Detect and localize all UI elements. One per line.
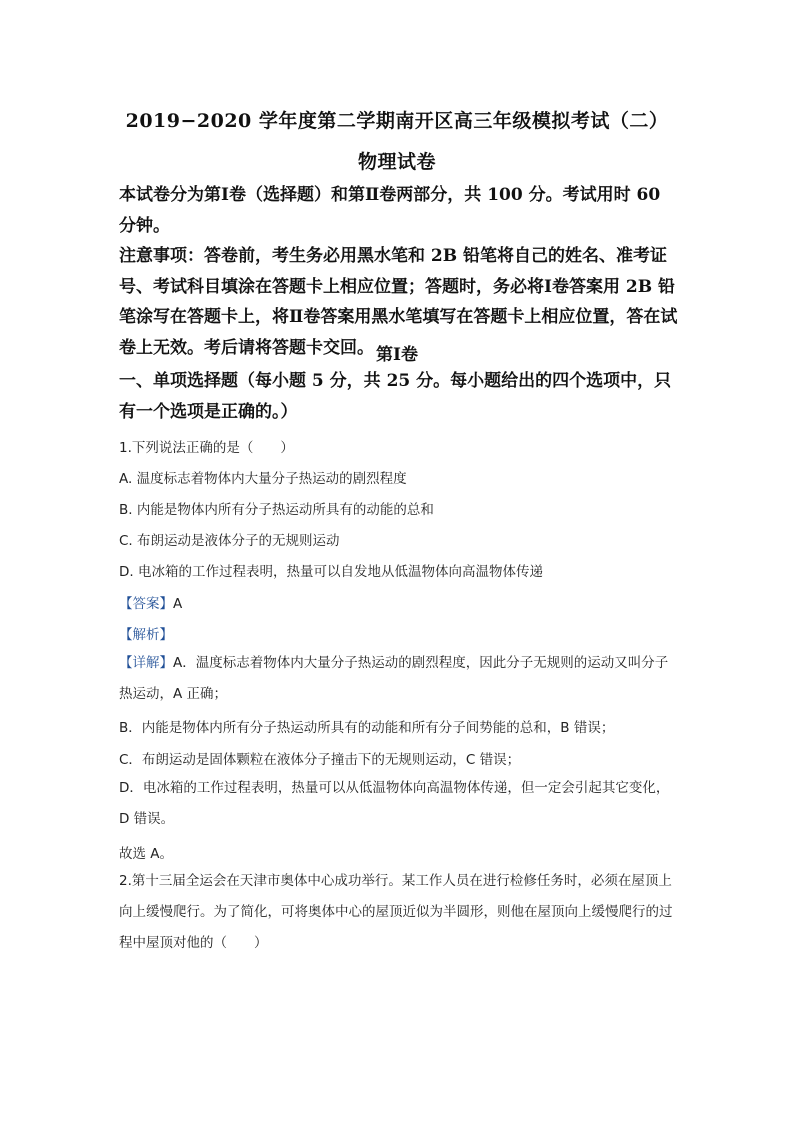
answer-tag: 【答案】 [119,596,173,612]
option-c: C. 布朗运动是液体分子的无规则运动 [119,533,340,549]
instructions-intro: 本试卷分为第Ⅰ卷（选择题）和第Ⅱ卷两部分，共 100 分。考试用时 60 分钟。 [119,185,661,236]
detail-b: B．内能是物体内所有分子热运动所具有的动能和所有分子间势能的总和，B 错误； [119,720,615,736]
answer-line [119,592,182,612]
option-d: D. 电冰箱的工作过程表明，热量可以自发地从低温物体向高温物体传递 [119,564,543,580]
volume-label: 第Ⅰ卷 [376,345,418,365]
option-a: A. 温度标志着物体内大量分子热运动的剧烈程度 [119,471,407,487]
detail-d: D．电冰箱的工作过程表明，热量可以从低温物体向高温物体传递，但一定会引起其它变化，D 错误。 [119,780,670,827]
section-heading: 一、单项选择题（每小题 5 分，共 25 分。每小题给出的四个选项中，只有一个选项是正确的。） [119,371,672,422]
conclusion: 故选 A。 [119,846,174,862]
question-2-stem: 2.第十三届全运会在天津市奥体中心成功举行。某工作人员在进行检修任务时，必须在屋顶上向上缓慢爬行。为了简化，可将奥体中心的屋顶近似为半圆形，则他在屋顶向上缓慢爬行的过程中屋顶对他的（ ） [119,873,673,951]
question-stem: 1.下列说法正确的是（ ） [119,440,294,456]
detail-c: C．布朗运动是固体颗粒在液体分子撞击下的无规则运动，C 错误； [119,752,521,768]
answer-value: A [173,596,183,612]
analysis-tag: 【解析】 [119,627,173,643]
detail-a-text: A．温度标志着物体内大量分子热运动的剧烈程度，因此分子无规则的运动又叫分子热运动，A 正确； [119,655,669,702]
instructions-notes: 注意事项：答卷前，考生务必用黑水笔和 2B 铅笔将自己的姓名、准考证号、考试科目填涂在答题卡上相应位置；答题时，务必将Ⅰ卷答案用 2B 铅笔涂写在答题卡上，将Ⅱ卷答案用黑水笔填写在答题卡上相应位置，答在试卷上无效。考后请将答题卡交回。 [119,246,678,358]
detail-tag: 【详解】 [119,655,173,671]
subject-title: 物理试卷 [357,151,436,173]
exam-title: 2019−2020 学年度第二学期南开区高三年级模拟考试（二） [125,110,669,132]
analysis-line [119,623,173,643]
instructions-block [119,180,679,363]
option-b: B. 内能是物体内所有分子热运动所具有的动能的总和 [119,502,434,518]
detail-a [119,648,679,710]
